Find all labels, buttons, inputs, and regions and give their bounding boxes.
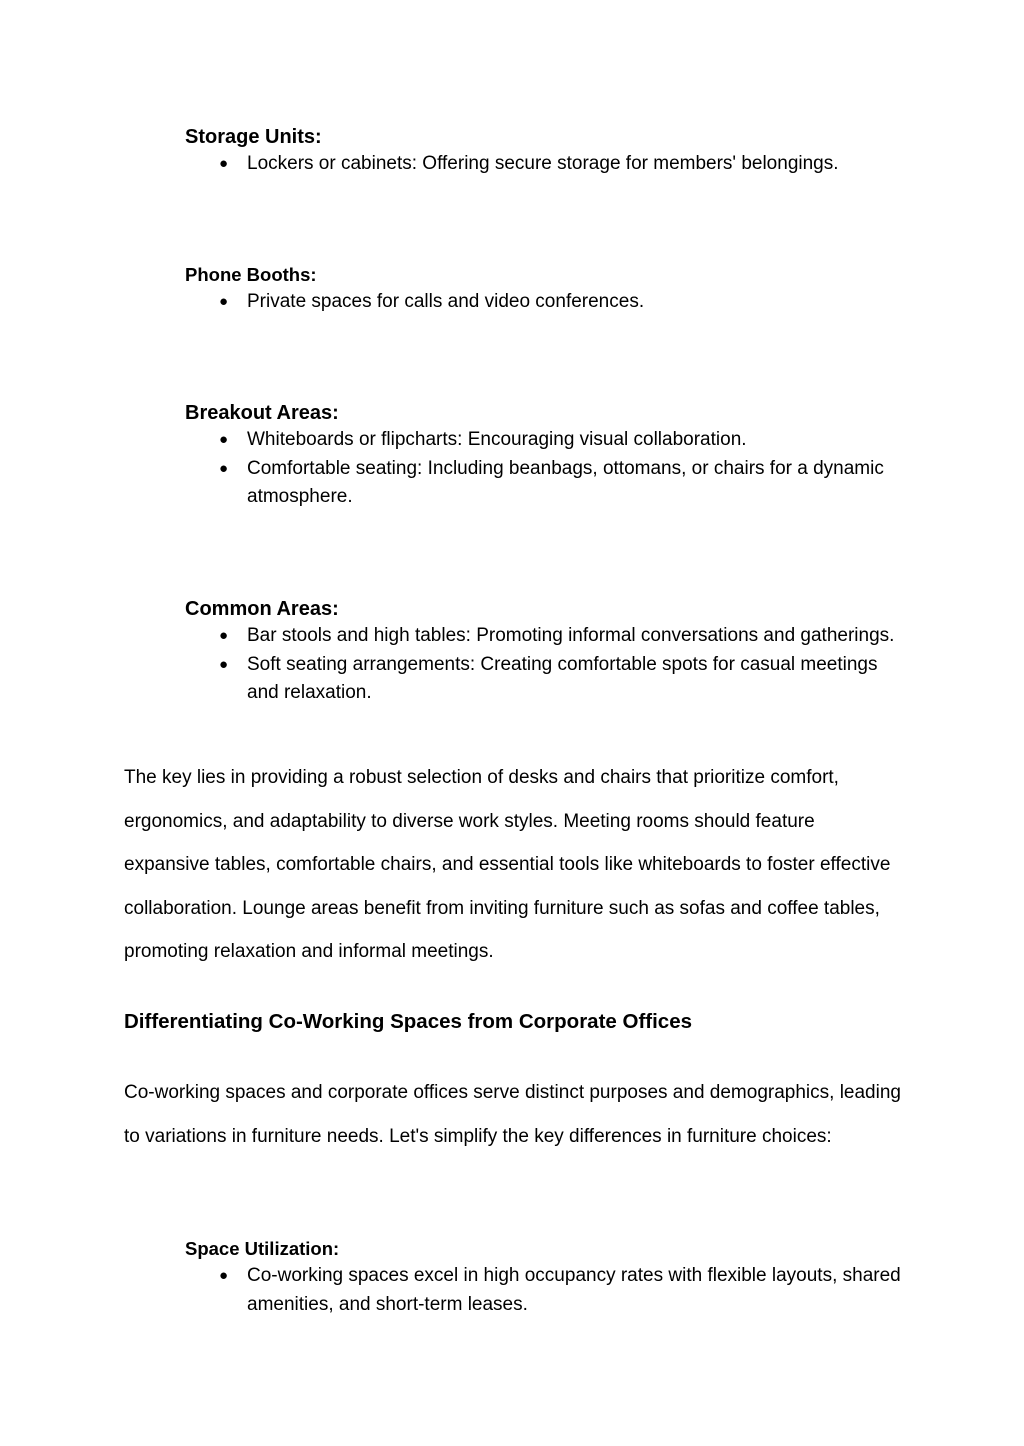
- list-item: [185, 1262, 905, 1319]
- bullet-text: Lockers or cabinets: Offering secure storage for members' belongings.: [247, 153, 839, 174]
- bullet-list: [185, 150, 905, 179]
- bullet-icon: ●: [219, 1267, 229, 1284]
- bullet-text: Soft seating arrangements: Creating comfortable spots for casual meetings and relaxation.: [247, 653, 878, 703]
- list-item: [185, 651, 905, 708]
- section-space-utilization: [185, 1236, 905, 1319]
- section-heading: Storage Units:: [185, 126, 322, 148]
- section-subheading: Differentiating Co-Working Spaces from Corporate Offices: [124, 1010, 693, 1033]
- bullet-icon: ●: [219, 293, 229, 310]
- bullet-list: [185, 288, 905, 317]
- bullet-icon: ●: [219, 155, 229, 172]
- summary-paragraph: The key lies in providing a robust selection of desks and chairs that prioritize comfort, ergonomics, and adaptability to diverse work styles. Meeting rooms should feature expansive tables, comfortable chairs, and essential tools like whiteboards to foster effective collaboration. Lounge areas benefit from inviting furniture such as sofas and coffee tables, promoting relaxation and informal meetings.: [124, 767, 891, 962]
- section-breakout-areas: [185, 400, 905, 512]
- list-item: [185, 288, 905, 317]
- bullet-text: Comfortable seating: Including beanbags, ottomans, or chairs for a dynamic atmosphere.: [247, 457, 884, 507]
- bullet-list: [185, 622, 905, 708]
- section-heading: Breakout Areas:: [185, 402, 339, 424]
- bullet-icon: ●: [219, 459, 229, 477]
- list-item: [185, 455, 905, 512]
- section-phone-booths: [185, 262, 905, 317]
- section-heading: Common Areas:: [185, 598, 339, 620]
- bullet-list: [185, 1262, 905, 1319]
- bullet-icon: ●: [219, 655, 229, 673]
- section-common-areas: [185, 596, 905, 708]
- bullet-text: Co-working spaces excel in high occupancy rates with flexible layouts, shared amenities, and short-term leases.: [247, 1265, 901, 1315]
- bullet-text: Whiteboards or flipcharts: Encouraging visual collaboration.: [247, 429, 747, 450]
- bullet-icon: ●: [219, 431, 229, 448]
- list-item: [185, 622, 905, 651]
- bullet-list: [185, 426, 905, 512]
- section-storage-units: [185, 124, 905, 179]
- bullet-icon: ●: [219, 627, 229, 644]
- section-heading: Space Utilization:: [185, 1238, 340, 1259]
- list-item: [185, 150, 905, 179]
- bullet-text: Private spaces for calls and video conferences.: [247, 291, 645, 312]
- bullet-text: Bar stools and high tables: Promoting informal conversations and gatherings.: [247, 625, 895, 646]
- section-heading: Phone Booths:: [185, 264, 317, 285]
- intro-paragraph: Co-working spaces and corporate offices serve distinct purposes and demographics, leading to variations in furniture needs. Let's simplify the key differences in furniture choices:: [124, 1082, 901, 1147]
- list-item: [185, 426, 905, 455]
